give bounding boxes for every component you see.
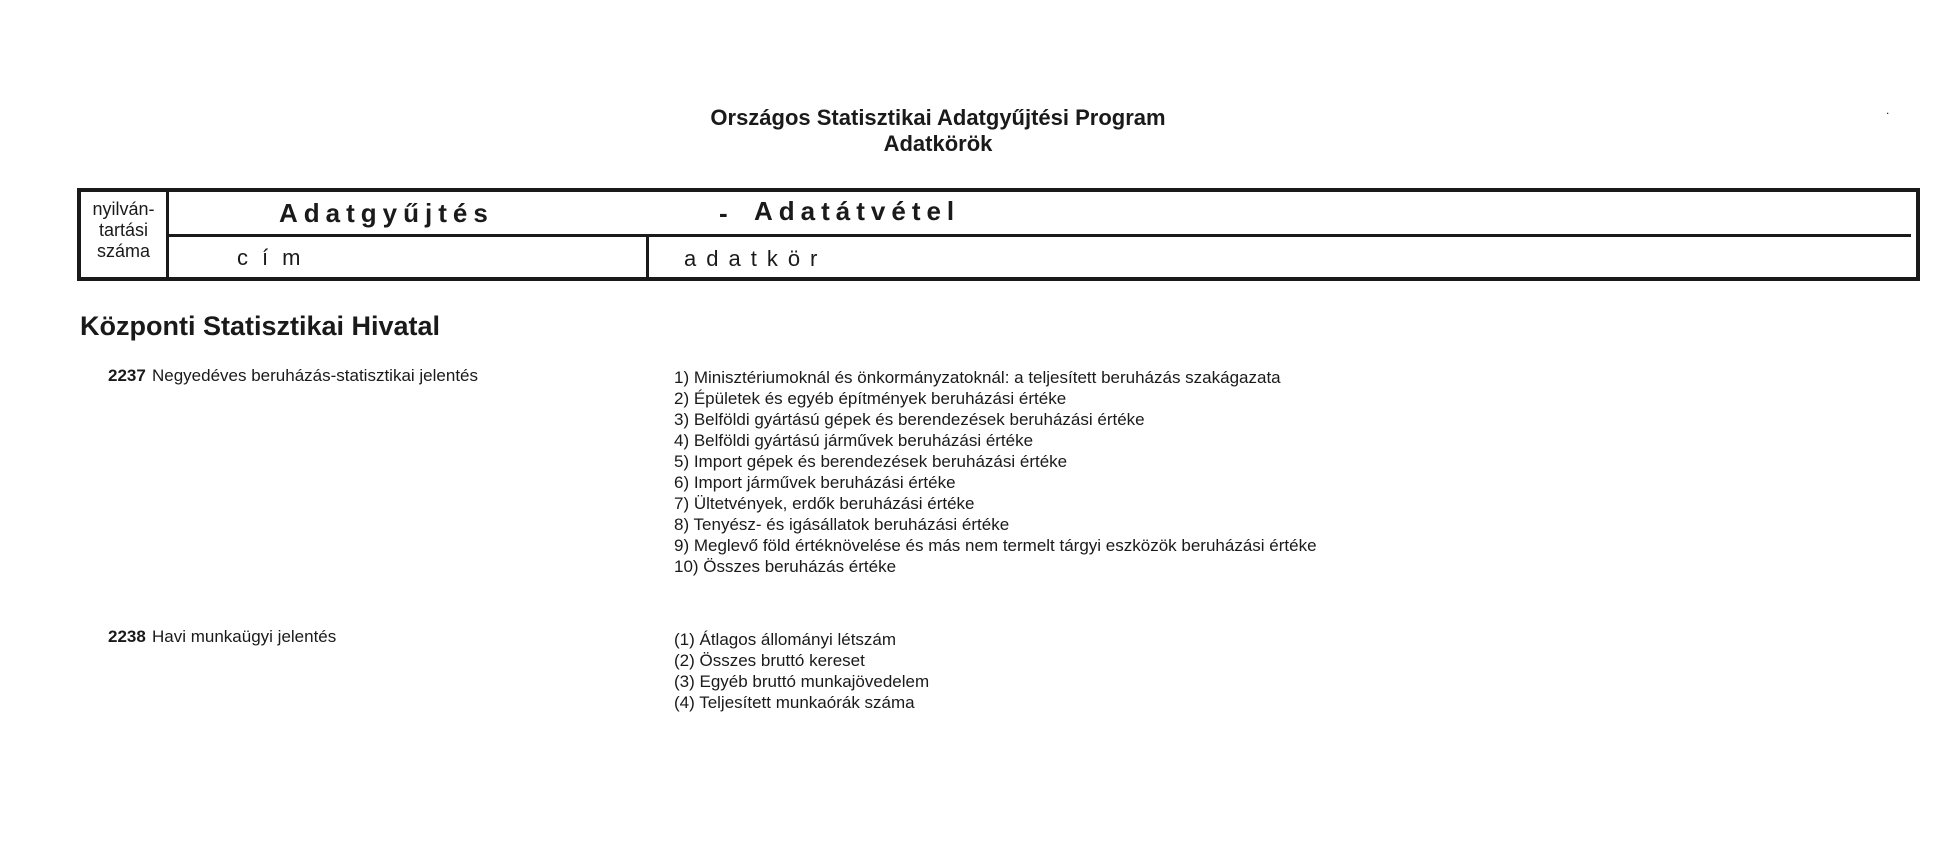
entry-data-item: 1) Minisztériumoknál és önkormányzatoknál: a teljesített beruházás szakágazata [674,368,1281,387]
entry-registration-number: 2237 [108,366,146,385]
datascope-header-label: adatkör [684,246,828,271]
entry-data-item: 2) Épületek és egyéb építmények beruházási értéke [674,389,1067,408]
entry-data-item: 7) Ültetvények, erdők beruházási értéke [674,494,975,513]
document-title-line1: Országos Statisztikai Adatgyűjtési Program [710,105,1166,130]
entry-data-item: 3) Belföldi gyártású gépek és berendezések beruházási értéke [674,410,1145,429]
column-header-table [77,188,1920,281]
header-dash: - [719,198,728,228]
registration-header-line3: száma [96,241,150,261]
registration-header-line1: nyilván- [92,199,155,219]
entry-title: Havi munkaügyi jelentés [152,627,337,646]
entry-data-item: 4) Belföldi gyártású járművek beruházási értéke [674,431,1034,450]
entry-data-items [674,629,929,713]
entry-data-item: 8) Tenyész- és igásállatok beruházási értéke [674,515,1010,534]
entry-data-item: 6) Import járművek beruházási értéke [674,473,956,492]
address-column-header [169,237,649,277]
document-title-line2: Adatkörök [883,131,993,156]
agency-heading: Központi Statisztikai Hivatal [80,311,441,341]
entry-registration-number: 2238 [108,627,146,646]
entry-data-items [674,367,1317,577]
entry-data-item: (4) Teljesített munkaórák száma [674,693,915,712]
address-header-label: cím [237,245,315,270]
entry-data-item: (1) Átlagos állományi létszám [674,630,897,649]
collection-header-label: Adatgyűjtés [279,198,494,228]
entry-data-item: 5) Import gépek és berendezések beruházási értéke [674,452,1068,471]
entry-title: Negyedéves beruházás-statisztikai jelentés [152,366,479,385]
entry-data-item: (3) Egyéb bruttó munkajövedelem [674,672,930,691]
entry-data-item: 9) Meglevő föld értéknövelése és más nem termelt tárgyi eszközök beruházási értéke [674,536,1317,555]
entry-data-item: (2) Összes bruttó kereset [674,651,865,670]
transfer-header-label: Adatátvétel [754,196,961,226]
corner-mark: . [1886,103,1890,117]
entry-data-item: 10) Összes beruházás értéke [674,557,897,576]
registration-header-line2: tartási [98,220,149,240]
document-title [0,105,1876,157]
datascope-column-header [649,237,1916,277]
registration-number-header [81,192,169,277]
collection-transfer-header [169,192,1911,237]
